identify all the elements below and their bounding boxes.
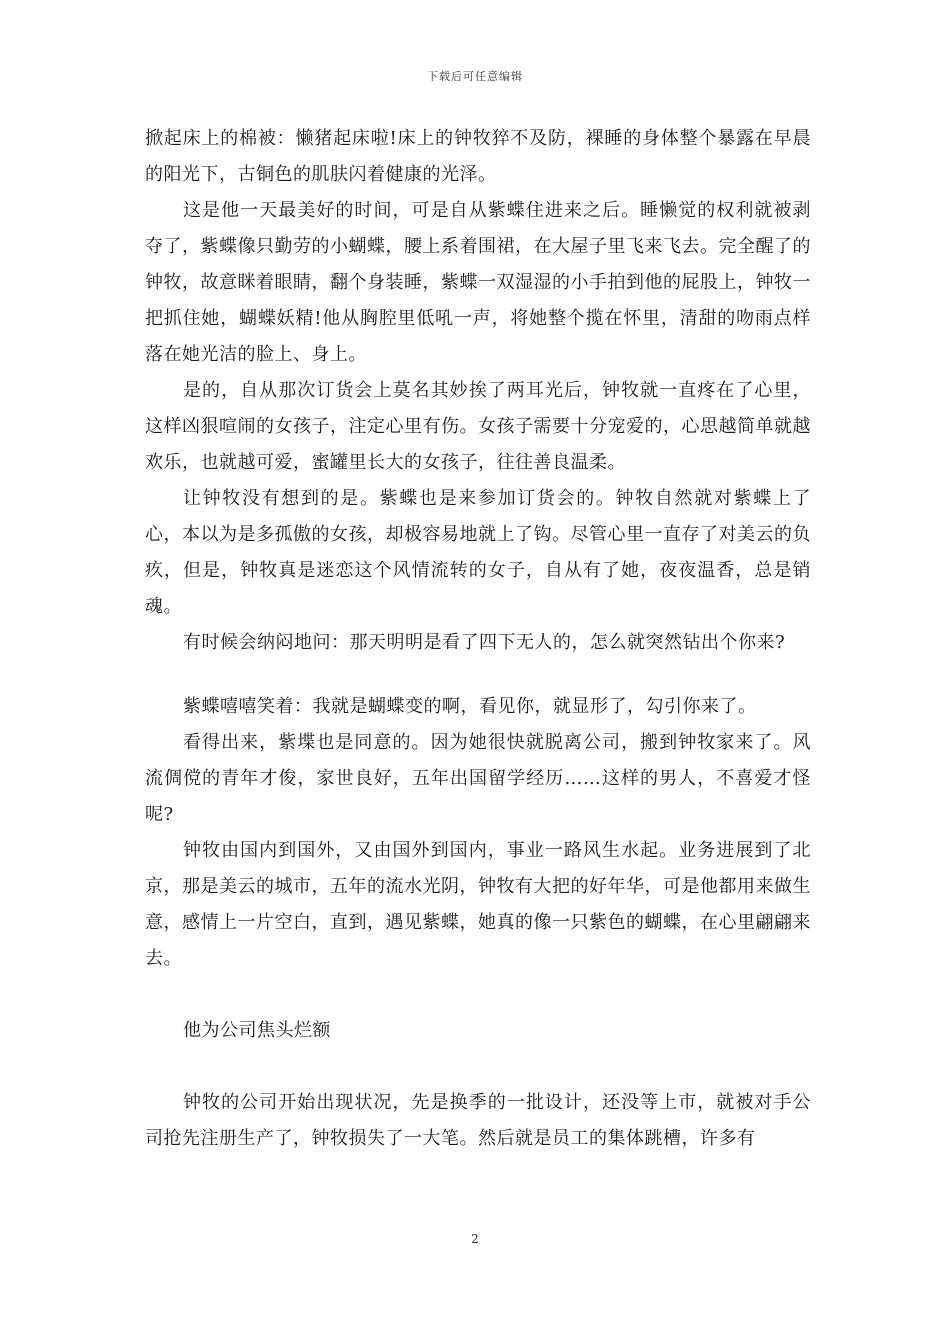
paragraph-1: 掀起床上的棉被：懒猪起床啦!床上的钟牧猝不及防，裸睡的身体整个暴露在早晨的阳光下，古铜色的肌肤闪着健康的光泽。 (145, 128, 811, 185)
paragraph-5: 有时候会纳闷地问：那天明明是看了四下无人的，怎么就突然钻出个你来? (183, 632, 786, 653)
paragraph-2: 这是他一天最美好的时间，可是自从紫蝶住进来之后。睡懒觉的权利就被剥夺了，紫蝶像只勤劳的小蝴蝶，腰上系着围裙，在大屋子里飞来飞去。完全醒了的钟牧，故意眯着眼睛，翻个身装睡，紫蝶一双湿湿的小手拍到他的屁股上，钟牧一把抓住她，蝴蝶妖精!他从胸腔里低吼一声，将她整个揽在怀里，清甜的吻雨点样落在她光洁的脸上、身上。 (145, 200, 811, 365)
spacer (145, 977, 811, 1013)
page-header: 下载后可任意编辑 (427, 70, 523, 83)
spacer (145, 1049, 811, 1085)
paragraph-9: 钟牧的公司开始出现状况，先是换季的一批设计，还没等上市，就被对手公司抢先注册生产了，钟牧损失了一大笔。然后就是员工的集体跳槽，许多有 (145, 1092, 811, 1149)
spacer (145, 661, 811, 689)
paragraph-7: 看得出来，紫堞也是同意的。因为她很快就脱离公司，搬到钟牧家来了。风流倜傥的青年才俊，家世良好，五年出国留学经历……这样的男人，不喜爱才怪呢? (145, 732, 811, 825)
paragraph-4: 让钟牧没有想到的是。紫蝶也是来参加订货会的。钟牧自然就对紫蝶上了心，本以为是多孤傲的女孩，却极容易地就上了钩。尽管心里一直存了对美云的负疚，但是，钟牧真是迷恋这个风情流转的女子，自从有了她，夜夜温香，总是销魂。 (145, 488, 811, 617)
page-number: 2 (471, 1232, 479, 1246)
paragraph-8: 钟牧由国内到国外，又由国外到国内，事业一路风生水起。业务进展到了北京，那是美云的城市，五年的流水光阴，钟牧有大把的好年华，可是他都用来做生意，感情上一片空白，直到，遇见紫蝶，她真的像一只紫色的蝴蝶，在心里翩翩来去。 (145, 840, 811, 969)
paragraph-3: 是的，自从那次订货会上莫名其妙挨了两耳光后，钟牧就一直疼在了心里，这样凶狠喧闹的女孩子，注定心里有伤。女孩子需要十分宠爱的，心思越简单就越欢乐，也就越可爱，蜜罐里长大的女孩子，往往善良温柔。 (145, 380, 811, 473)
paragraph-6: 紫蝶嘻嘻笑着：我就是蝴蝶变的啊，看见你，就显形了，勾引你来了。 (183, 696, 757, 717)
section-heading: 他为公司焦头烂额 (183, 1020, 331, 1041)
document-body (145, 121, 811, 1157)
